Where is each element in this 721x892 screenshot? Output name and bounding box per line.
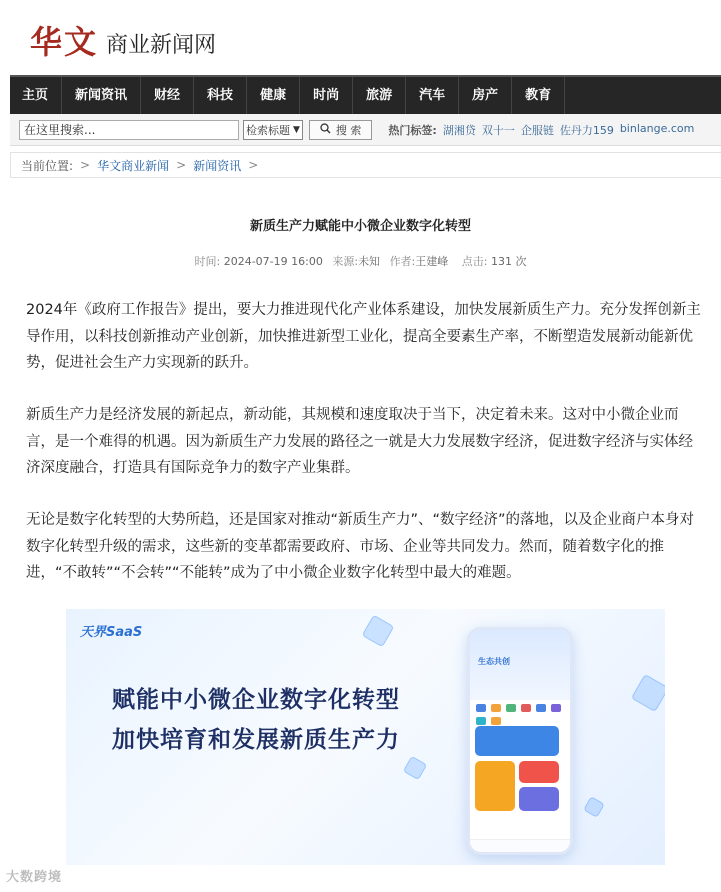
watermark-text: 大数跨境 (6, 870, 63, 885)
main-nav (10, 75, 721, 114)
phone-icon-grid (470, 700, 570, 729)
hot-tag-link[interactable]: 湖湘贷 (442, 123, 476, 137)
meta-source: 未知 (358, 255, 381, 268)
nav-item-home[interactable]: 主页 (10, 77, 62, 114)
search-input[interactable] (19, 120, 239, 140)
nav-item-health[interactable]: 健康 (247, 77, 300, 114)
site-logo[interactable] (30, 18, 216, 62)
nav-item-finance[interactable]: 财经 (141, 77, 194, 114)
banner-headline-1: 赋能中小微企业数字化转型 (112, 687, 400, 713)
phone-mockup (467, 627, 573, 855)
phone-header (470, 630, 570, 700)
nav-item-news[interactable]: 新闻资讯 (62, 77, 141, 114)
phone-header-text: 生态共创 (478, 657, 510, 666)
meta-clicks-unit: 次 (515, 255, 527, 268)
hot-tag-link[interactable]: 双十一 (481, 123, 515, 137)
search-bar (10, 114, 721, 146)
phone-tile (519, 761, 559, 783)
article-paragraph: 无论是数字化转型的大势所趋，还是国家对推动“新质生产力”、“数字经济”的落地，以及企业商户本身对数字化转型升级的需求，这些新的变革都需要政府、市场、企业等共同发力。然而，随着数字化的推进，“不敢转”“不会转”“不能转”成为了中小微企业数字化转型中最大的难题。 (26, 512, 695, 581)
decorative-cube (583, 796, 605, 818)
banner-headline-2: 加快培育和发展新质生产力 (112, 727, 400, 753)
hot-tags-label: 热门标签: (388, 123, 437, 137)
meta-clicks: 131 (491, 255, 512, 268)
article-banner-image (66, 609, 665, 865)
article-paragraph: 2024年《政府工作报告》提出，要大力推进现代化产业体系建设，加快发展新质生产力。充分发挥创新主导作用，以科技创新推动产业创新，加快推进新型工业化，提高全要素生产率，不断塑造发展新动能新优势，促进社会生产力实现新的跃升。 (26, 302, 701, 371)
meta-time: 2024-07-19 16:00 (223, 255, 323, 268)
logo-chinese-mark: 华文 (30, 23, 99, 61)
breadcrumb-link-news[interactable]: 新闻资讯 (193, 158, 242, 173)
hot-tag-link[interactable]: binlange.com (619, 121, 695, 135)
breadcrumb-label: 当前位置: (21, 158, 74, 173)
decorative-cube (403, 756, 428, 781)
search-button-label: 搜 索 (335, 123, 362, 137)
banner-brand-logo: 天界SaaS (80, 625, 143, 640)
search-scope-select[interactable] (243, 120, 303, 140)
article-paragraph: 新质生产力是经济发展的新起点，新动能，其规模和速度取决于当下，决定着未来。这对中小微企业而言，是一个难得的机遇。因为新质生产力发展的路径之一就是大力发展数字经济，促进数字经济与实体经济深度融合，打造具有国际竞争力的数字产业集群。 (26, 407, 693, 476)
meta-clicks-label: 点击: (461, 255, 488, 268)
breadcrumb (10, 152, 721, 178)
meta-author: 王建峰 (415, 255, 449, 268)
breadcrumb-link-home[interactable]: 华文商业新闻 (97, 158, 170, 173)
search-scope-value: 检索标题 (246, 123, 290, 137)
phone-tile (475, 761, 515, 811)
search-icon (320, 123, 331, 137)
phone-tile (475, 726, 559, 756)
nav-item-realestate[interactable]: 房产 (459, 77, 512, 114)
chevron-down-icon: ▼ (293, 124, 300, 135)
nav-item-auto[interactable]: 汽车 (406, 77, 459, 114)
hot-tag-link[interactable]: 佐丹力159 (559, 123, 614, 137)
site-name: 商业新闻网 (106, 32, 217, 58)
article-title: 新质生产力赋能中小微企业数字化转型 (249, 219, 471, 234)
decorative-cube (631, 674, 665, 712)
nav-item-fashion[interactable]: 时尚 (300, 77, 353, 114)
meta-author-label: 作者: (389, 255, 416, 268)
search-button[interactable] (309, 120, 373, 140)
hot-tag-link[interactable]: 企服链 (520, 123, 554, 137)
meta-source-label: 来源: (332, 255, 359, 268)
meta-time-label: 时间: (194, 255, 221, 268)
chevron-right-icon: > (176, 158, 187, 172)
phone-tile (519, 787, 559, 811)
nav-item-tech[interactable]: 科技 (194, 77, 247, 114)
chevron-right-icon: > (248, 158, 259, 172)
article-meta (0, 253, 721, 269)
nav-item-travel[interactable]: 旅游 (353, 77, 406, 114)
phone-tabbar (470, 839, 570, 852)
decorative-cube (362, 615, 395, 648)
hot-tags (388, 122, 700, 138)
nav-item-education[interactable]: 教育 (512, 77, 565, 114)
chevron-right-icon: > (80, 158, 91, 172)
